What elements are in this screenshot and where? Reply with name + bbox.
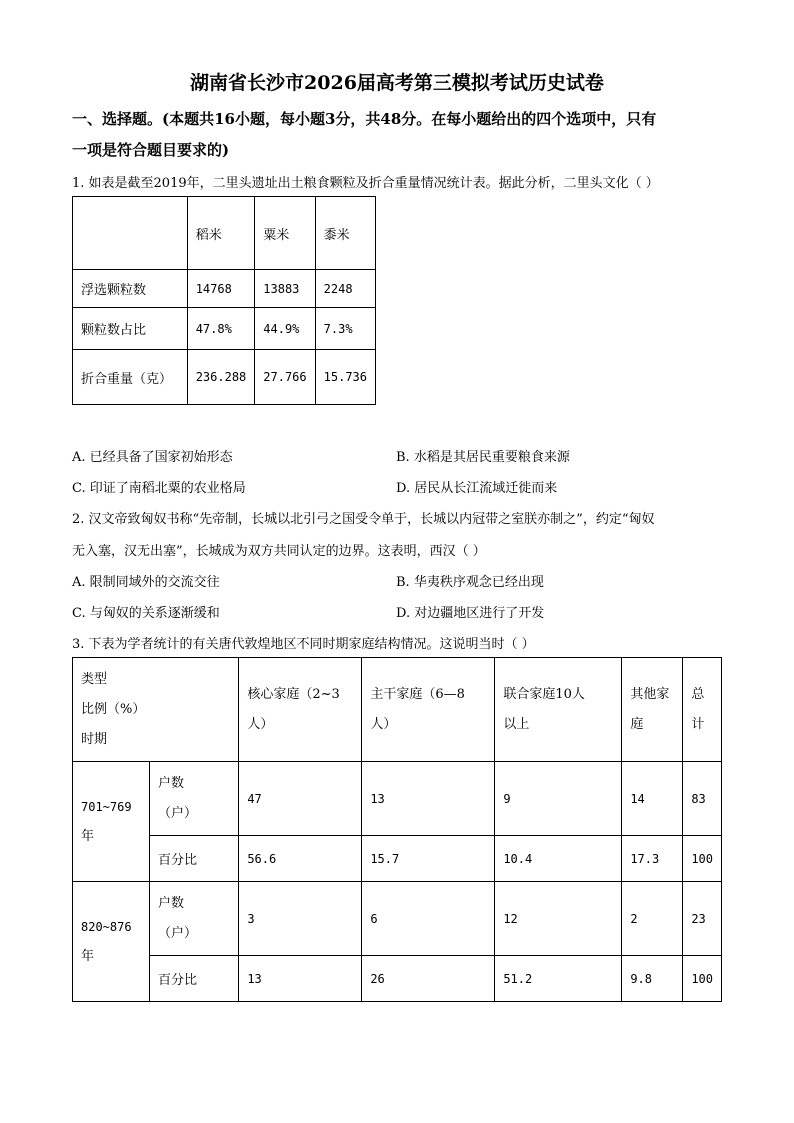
period-label-cell: 701~769 年 (73, 762, 150, 882)
table-cell: 2 (622, 882, 683, 956)
table-cell: 折合重量（克） (73, 350, 188, 405)
section-heading-cont: 一项是符合题目要求的) (72, 141, 230, 159)
table-cell: 2248 (315, 270, 375, 308)
table-cell: 83 (683, 762, 722, 836)
table-header-cell: 黍米 (315, 197, 375, 270)
question-2-option-b: B. 华夷秩序观念已经出现 (396, 575, 544, 590)
table-cell: 44.9% (255, 308, 315, 350)
question-2-option-a: A. 限制同域外的交流交往 (72, 575, 220, 590)
table-cell: 3 (239, 882, 362, 956)
row-label-cell: 百分比 (150, 836, 239, 882)
question-3-stem: 3. 下表为学者统计的有关唐代敦煌地区不同时期家庭结构情况。这说明当时（ ） (72, 637, 535, 652)
table-cell: 15.7 (362, 836, 495, 882)
question-1-table (72, 196, 376, 405)
table-cell: 14 (622, 762, 683, 836)
table-corner-cell: 类型 比例（%） 时期 (73, 658, 239, 762)
table-header-cell: 总 计 (683, 658, 722, 762)
table-cell: 47.8% (187, 308, 255, 350)
table-cell: 6 (362, 882, 495, 956)
question-1-option-b: B. 水稻是其居民重要粮食来源 (396, 450, 570, 465)
question-1-option-d: D. 居民从长江流域迁徙而来 (396, 481, 558, 496)
question-1-option-a: A. 已经具备了国家初始形态 (72, 450, 233, 465)
table-cell: 7.3% (315, 308, 375, 350)
table-row (73, 882, 722, 956)
table-header-cell: 稻米 (187, 197, 255, 270)
table-header-cell: 核心家庭（2~3 人） (239, 658, 362, 762)
table-cell: 17.3 (622, 836, 683, 882)
table-cell: 13883 (255, 270, 315, 308)
page-title: 湖南省长沙市2026届高考第三模拟考试历史试卷 (190, 72, 604, 94)
table-cell: 13 (362, 762, 495, 836)
table-cell: 9.8 (622, 956, 683, 1002)
section-heading: 一、选择题。(本题共16小题，每小题3分，共48分。在每小题给出的四个选项中，只有 (72, 110, 657, 128)
table-cell: 颗粒数占比 (73, 308, 188, 350)
table-cell: 12 (495, 882, 622, 956)
table-cell: 100 (683, 956, 722, 1002)
table-header-cell: 联合家庭10人 以上 (495, 658, 622, 762)
row-label-cell: 百分比 (150, 956, 239, 1002)
table-row (73, 956, 722, 1002)
table-header-cell (73, 197, 188, 270)
table-row (73, 762, 722, 836)
table-cell: 9 (495, 762, 622, 836)
question-2-stem-cont: 无入塞，汉无出塞”，长城成为双方共同认定的边界。这表明，西汉（ ） (72, 544, 486, 559)
table-row (73, 308, 376, 350)
question-3-table (72, 657, 722, 1002)
table-row (73, 836, 722, 882)
question-2-stem: 2. 汉文帝致匈奴书称“先帝制，长城以北引弓之国受令单于，长城以内冠带之室朕亦制之”，约定“匈奴 (72, 512, 655, 527)
question-2-option-d: D. 对边疆地区进行了开发 (396, 606, 545, 621)
row-label-cell: 户数 （户） (150, 882, 239, 956)
question-1-option-c: C. 印证了南稻北粟的农业格局 (72, 481, 246, 496)
question-1-stem: 1. 如表是截至2019年，二里头遗址出土粮食颗粒及折合重量情况统计表。据此分析，二里头文化（ ） (72, 176, 659, 191)
question-2-option-c: C. 与匈奴的关系逐渐缓和 (72, 606, 220, 621)
table-cell: 100 (683, 836, 722, 882)
period-label-cell: 820~876 年 (73, 882, 150, 1002)
table-cell: 浮选颗粒数 (73, 270, 188, 308)
table-header-cell: 主干家庭（6—8 人） (362, 658, 495, 762)
table-cell: 27.766 (255, 350, 315, 405)
table-cell: 10.4 (495, 836, 622, 882)
table-cell: 51.2 (495, 956, 622, 1002)
table-cell: 236.288 (187, 350, 255, 405)
table-cell: 23 (683, 882, 722, 956)
table-cell: 15.736 (315, 350, 375, 405)
table-cell: 47 (239, 762, 362, 836)
table-header-cell: 粟米 (255, 197, 315, 270)
table-cell: 56.6 (239, 836, 362, 882)
table-cell: 13 (239, 956, 362, 1002)
table-row (73, 270, 376, 308)
row-label-cell: 户数 （户） (150, 762, 239, 836)
table-row (73, 350, 376, 405)
table-header-cell: 其他家 庭 (622, 658, 683, 762)
table-cell: 26 (362, 956, 495, 1002)
table-cell: 14768 (187, 270, 255, 308)
